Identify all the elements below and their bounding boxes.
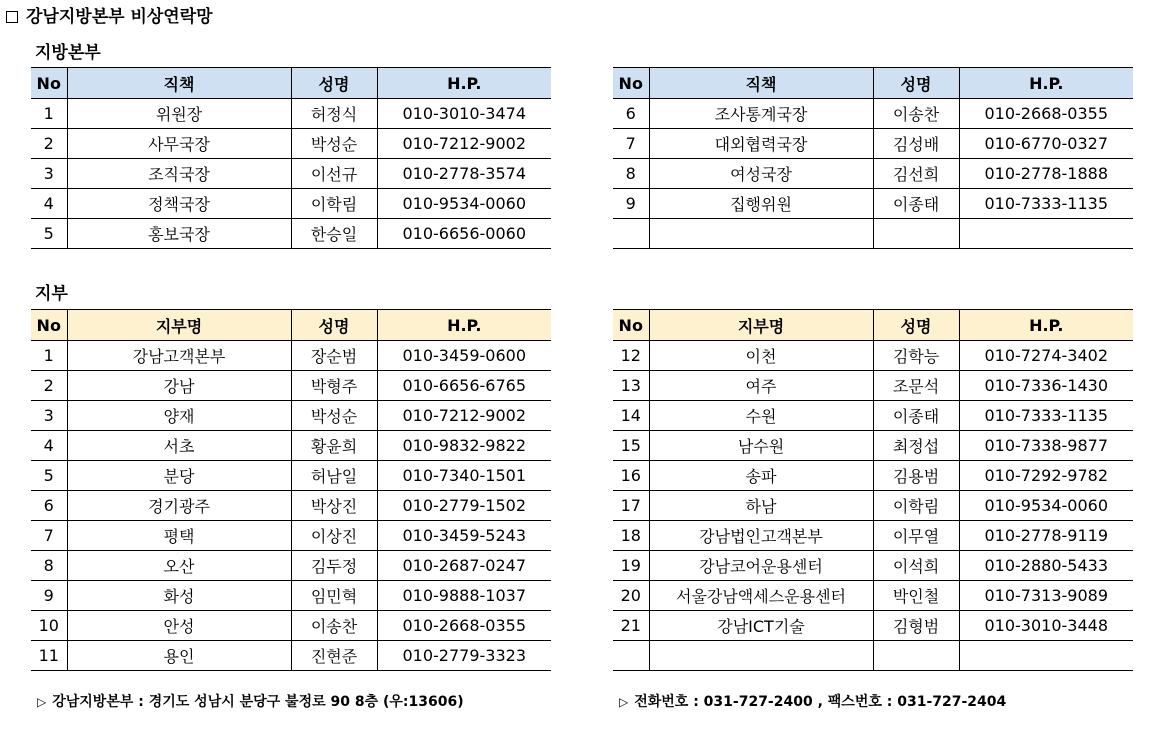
name-cell: 박상진 <box>291 491 377 521</box>
branch-cell: 강남코어운용센터 <box>649 551 873 581</box>
phone-cell: 010-7333-1135 <box>959 189 1133 219</box>
phone-cell: 010-7292-9782 <box>959 461 1133 491</box>
role-cell: 위원장 <box>67 99 291 129</box>
table-row <box>31 581 551 611</box>
role-cell: 대외협력국장 <box>649 129 873 159</box>
column-header-no: No <box>613 310 649 341</box>
column-header-branch: 지부명 <box>67 310 291 341</box>
branch-cell: 양재 <box>67 401 291 431</box>
phone-cell <box>959 219 1133 249</box>
name-cell: 이학림 <box>873 491 959 521</box>
phone-cell: 010-3459-5243 <box>377 521 551 551</box>
table-row <box>31 401 551 431</box>
branches-table-left <box>31 309 551 671</box>
table-row <box>31 219 551 249</box>
name-cell: 이학림 <box>291 189 377 219</box>
no-cell: 21 <box>613 611 649 641</box>
branch-cell: 강남법인고객본부 <box>649 521 873 551</box>
headquarters-table-left <box>31 67 551 249</box>
headquarters-table-right <box>613 67 1133 249</box>
branch-cell <box>649 641 873 671</box>
phone-cell: 010-2778-3574 <box>377 159 551 189</box>
role-cell: 조직국장 <box>67 159 291 189</box>
branch-cell: 분당 <box>67 461 291 491</box>
triangle-right-icon: ▷ <box>619 695 629 709</box>
table-row <box>31 521 551 551</box>
branch-cell: 평택 <box>67 521 291 551</box>
no-cell: 20 <box>613 581 649 611</box>
table-row <box>613 551 1133 581</box>
table-header-row <box>31 310 551 341</box>
name-cell: 이송찬 <box>291 611 377 641</box>
name-cell: 김학능 <box>873 341 959 371</box>
name-cell: 이송찬 <box>873 99 959 129</box>
phone-cell: 010-6770-0327 <box>959 129 1133 159</box>
no-cell: 17 <box>613 491 649 521</box>
phone-cell: 010-7333-1135 <box>959 401 1133 431</box>
no-cell: 11 <box>31 641 67 671</box>
phone-cell: 010-2779-3323 <box>377 641 551 671</box>
no-cell: 14 <box>613 401 649 431</box>
table-row <box>613 521 1133 551</box>
table-header-row <box>613 310 1133 341</box>
role-cell: 정책국장 <box>67 189 291 219</box>
no-cell: 5 <box>31 461 67 491</box>
column-header-no: No <box>31 310 67 341</box>
no-cell: 7 <box>31 521 67 551</box>
table-row <box>613 401 1133 431</box>
no-cell: 5 <box>31 219 67 249</box>
no-cell: 15 <box>613 431 649 461</box>
no-cell: 19 <box>613 551 649 581</box>
role-cell: 여성국장 <box>649 159 873 189</box>
name-cell: 황윤희 <box>291 431 377 461</box>
table-header-row <box>613 68 1133 99</box>
section-label-branches: 지부 <box>35 284 68 304</box>
phone-cell: 010-2668-0355 <box>377 611 551 641</box>
phone-cell: 010-3459-0600 <box>377 341 551 371</box>
name-cell: 조문석 <box>873 371 959 401</box>
column-header-no: No <box>613 68 649 99</box>
name-cell: 이종태 <box>873 401 959 431</box>
no-cell: 10 <box>31 611 67 641</box>
no-cell: 2 <box>31 129 67 159</box>
phone-cell: 010-7212-9002 <box>377 129 551 159</box>
branch-cell: 강남ICT기술 <box>649 611 873 641</box>
table-row <box>613 491 1133 521</box>
table-row <box>31 189 551 219</box>
table-row <box>613 611 1133 641</box>
phone-cell: 010-7274-3402 <box>959 341 1133 371</box>
checkbox-icon <box>6 11 18 23</box>
footer-address-text: 강남지방본부 : 경기도 성남시 분당구 불정로 90 8층 (우:13606) <box>52 694 464 710</box>
role-cell <box>649 219 873 249</box>
table-row <box>31 461 551 491</box>
table-row <box>31 551 551 581</box>
no-cell: 4 <box>31 431 67 461</box>
footer-contact <box>619 692 1006 712</box>
branch-cell: 화성 <box>67 581 291 611</box>
phone-cell: 010-7340-1501 <box>377 461 551 491</box>
no-cell: 1 <box>31 99 67 129</box>
name-cell <box>873 641 959 671</box>
phone-cell <box>959 641 1133 671</box>
no-cell: 9 <box>613 189 649 219</box>
column-header-name: 성명 <box>873 310 959 341</box>
name-cell: 임민혁 <box>291 581 377 611</box>
no-cell: 9 <box>31 581 67 611</box>
role-cell: 집행위원 <box>649 189 873 219</box>
table-row <box>31 129 551 159</box>
name-cell <box>873 219 959 249</box>
branch-cell: 송파 <box>649 461 873 491</box>
branch-cell: 서울강남액세스운용센터 <box>649 581 873 611</box>
table-row <box>31 491 551 521</box>
phone-cell: 010-2778-9119 <box>959 521 1133 551</box>
phone-cell: 010-2687-0247 <box>377 551 551 581</box>
name-cell: 박성순 <box>291 129 377 159</box>
no-cell: 8 <box>31 551 67 581</box>
no-cell: 3 <box>31 159 67 189</box>
table-row <box>31 641 551 671</box>
column-header-name: 성명 <box>873 68 959 99</box>
phone-cell: 010-2778-1888 <box>959 159 1133 189</box>
column-header-no: No <box>31 68 67 99</box>
name-cell: 이석희 <box>873 551 959 581</box>
phone-cell: 010-9888-1037 <box>377 581 551 611</box>
branches-table-right <box>613 309 1133 671</box>
column-header-role: 직책 <box>67 68 291 99</box>
branch-cell: 안성 <box>67 611 291 641</box>
no-cell: 16 <box>613 461 649 491</box>
column-header-phone: H.P. <box>377 310 551 341</box>
section-label-headquarters: 지방본부 <box>35 43 101 63</box>
table-row <box>613 159 1133 189</box>
name-cell: 이종태 <box>873 189 959 219</box>
name-cell: 최정섭 <box>873 431 959 461</box>
table-row <box>613 641 1133 671</box>
triangle-right-icon: ▷ <box>37 695 47 709</box>
page-title <box>6 5 213 29</box>
phone-cell: 010-7313-9089 <box>959 581 1133 611</box>
name-cell: 박형주 <box>291 371 377 401</box>
name-cell: 허정식 <box>291 99 377 129</box>
table-row <box>613 341 1133 371</box>
name-cell: 김용범 <box>873 461 959 491</box>
branch-cell: 강남고객본부 <box>67 341 291 371</box>
phone-cell: 010-2779-1502 <box>377 491 551 521</box>
page-title-text: 강남지방본부 비상연락망 <box>26 7 213 27</box>
no-cell: 13 <box>613 371 649 401</box>
name-cell: 김두정 <box>291 551 377 581</box>
name-cell: 김선희 <box>873 159 959 189</box>
branch-cell: 강남 <box>67 371 291 401</box>
table-row <box>613 461 1133 491</box>
column-header-branch: 지부명 <box>649 310 873 341</box>
table-row <box>31 371 551 401</box>
name-cell: 이선규 <box>291 159 377 189</box>
table-row <box>613 189 1133 219</box>
column-header-phone: H.P. <box>377 68 551 99</box>
column-header-phone: H.P. <box>959 310 1133 341</box>
branch-cell: 남수원 <box>649 431 873 461</box>
phone-cell: 010-7338-9877 <box>959 431 1133 461</box>
phone-cell: 010-6656-0060 <box>377 219 551 249</box>
column-header-name: 성명 <box>291 310 377 341</box>
phone-cell: 010-3010-3448 <box>959 611 1133 641</box>
table-row <box>613 581 1133 611</box>
phone-cell: 010-3010-3474 <box>377 99 551 129</box>
branch-cell: 용인 <box>67 641 291 671</box>
table-row <box>613 431 1133 461</box>
no-cell: 2 <box>31 371 67 401</box>
table-row <box>31 611 551 641</box>
table-row <box>613 219 1133 249</box>
column-header-phone: H.P. <box>959 68 1133 99</box>
table-row <box>31 99 551 129</box>
table-row <box>613 129 1133 159</box>
role-cell: 사무국장 <box>67 129 291 159</box>
role-cell: 조사통계국장 <box>649 99 873 129</box>
name-cell: 한승일 <box>291 219 377 249</box>
no-cell: 6 <box>613 99 649 129</box>
no-cell: 4 <box>31 189 67 219</box>
branch-cell: 오산 <box>67 551 291 581</box>
column-header-name: 성명 <box>291 68 377 99</box>
column-header-role: 직책 <box>649 68 873 99</box>
phone-cell: 010-2880-5433 <box>959 551 1133 581</box>
table-header-row <box>31 68 551 99</box>
name-cell: 장순범 <box>291 341 377 371</box>
table-row <box>613 371 1133 401</box>
footer-contact-text: 전화번호 : 031-727-2400 , 팩스번호 : 031-727-2404 <box>634 694 1007 710</box>
table-row <box>31 341 551 371</box>
name-cell: 박성순 <box>291 401 377 431</box>
name-cell: 허남일 <box>291 461 377 491</box>
name-cell: 김성배 <box>873 129 959 159</box>
name-cell: 김형범 <box>873 611 959 641</box>
phone-cell: 010-7336-1430 <box>959 371 1133 401</box>
phone-cell: 010-9534-0060 <box>377 189 551 219</box>
no-cell <box>613 219 649 249</box>
name-cell: 이무열 <box>873 521 959 551</box>
name-cell: 이상진 <box>291 521 377 551</box>
no-cell: 6 <box>31 491 67 521</box>
phone-cell: 010-7212-9002 <box>377 401 551 431</box>
phone-cell: 010-9832-9822 <box>377 431 551 461</box>
no-cell: 7 <box>613 129 649 159</box>
no-cell: 3 <box>31 401 67 431</box>
name-cell: 박인철 <box>873 581 959 611</box>
no-cell: 12 <box>613 341 649 371</box>
branch-cell: 경기광주 <box>67 491 291 521</box>
no-cell: 8 <box>613 159 649 189</box>
phone-cell: 010-6656-6765 <box>377 371 551 401</box>
no-cell <box>613 641 649 671</box>
phone-cell: 010-2668-0355 <box>959 99 1133 129</box>
no-cell: 18 <box>613 521 649 551</box>
name-cell: 진현준 <box>291 641 377 671</box>
footer-address <box>37 692 464 712</box>
branch-cell: 하남 <box>649 491 873 521</box>
table-row <box>613 99 1133 129</box>
no-cell: 1 <box>31 341 67 371</box>
branch-cell: 수원 <box>649 401 873 431</box>
table-row <box>31 159 551 189</box>
branch-cell: 서초 <box>67 431 291 461</box>
branch-cell: 여주 <box>649 371 873 401</box>
phone-cell: 010-9534-0060 <box>959 491 1133 521</box>
role-cell: 홍보국장 <box>67 219 291 249</box>
branch-cell: 이천 <box>649 341 873 371</box>
table-row <box>31 431 551 461</box>
